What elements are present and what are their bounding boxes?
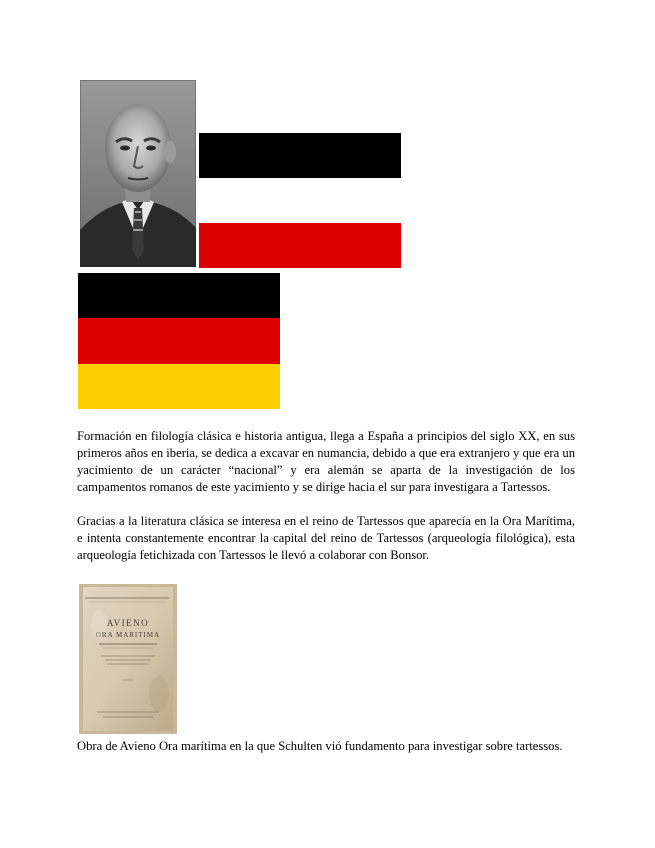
book-title-line2: ORA MARITIMA [95,631,161,639]
book-cover-graphic [79,584,177,734]
flag-stripe-gold [78,364,280,409]
flag-stripe-black [78,273,280,318]
imperial-flag [199,133,401,268]
flag-stripe-red [78,318,280,364]
portrait-photo [80,80,196,267]
german-flag [78,273,280,409]
book-title-line1: AVIENO [106,618,150,628]
flag-stripe-red [199,223,401,268]
book-caption: Obra de Avieno Ora marítima en la que Schulten vió fundamento para investigar sobre tartessos. [77,739,563,753]
book-cover-image [79,584,177,734]
flag-stripe-black [199,133,401,178]
portrait-image [80,80,196,267]
flag-stripe-white [199,178,401,223]
paragraph-tartessos: Gracias a la literatura clásica se interesa en el reino de Tartessos que aparecía en la Ora Marítima, e intenta constantemente encontrar la capital del reino de Tartessos (arqueología filológica), esta arqueología fetichizada con Tartessos le llevó a colaborar con Bonsor. [77,514,575,562]
paragraph-biography: Formación en filología clásica e historia antigua, llega a España a principios del siglo XX, en sus primeros años en iberia, se dedica a excavar en numancia, debido a que era extranjero y que era un yacimiento de un carácter “nacional” y era alemán se aparta de la investigación de los campamentos romanos de este yacimiento y se dirige hacia el sur para investigara a Tartessos. [77,429,575,494]
